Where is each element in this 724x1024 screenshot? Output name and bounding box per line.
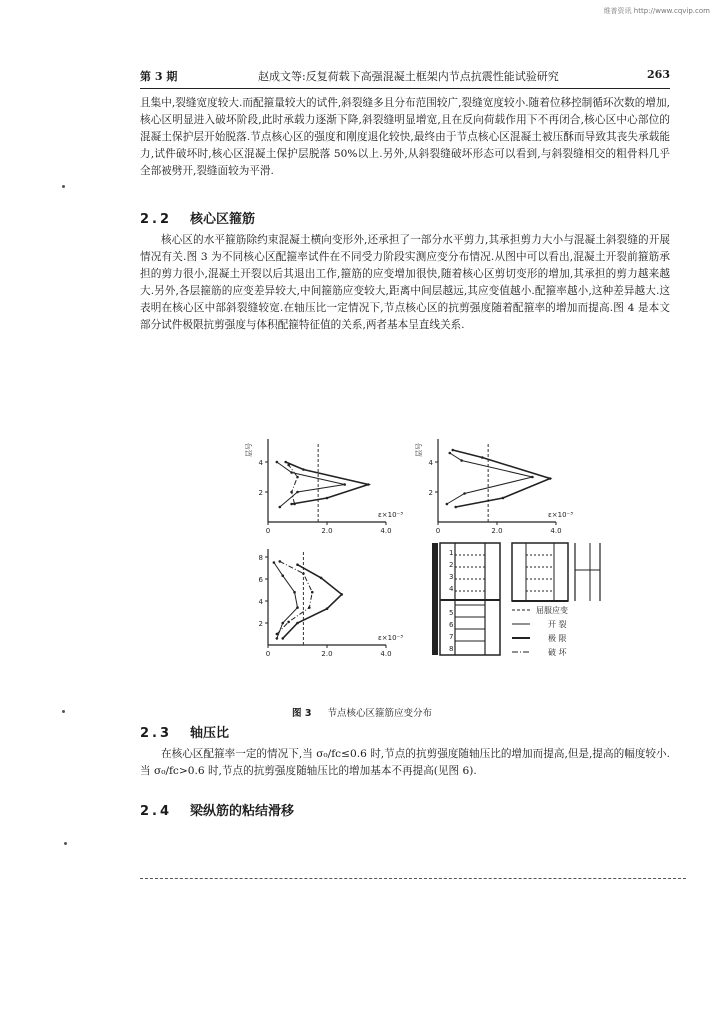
- data-point: [276, 637, 279, 640]
- y-tick-label: 4: [258, 459, 263, 467]
- data-point: [281, 622, 284, 625]
- data-point: [287, 621, 290, 624]
- running-header: [140, 68, 670, 84]
- y-tick-label: 2: [428, 489, 433, 497]
- layer-label-6: 6: [449, 621, 454, 629]
- figure-caption-text: 节点核心区箍筋应变分布: [327, 708, 432, 719]
- layer-label-4: 4: [449, 585, 454, 593]
- section-title: 梁纵筋的粘结滑移: [190, 804, 295, 819]
- section-title: 轴压比: [190, 726, 230, 741]
- joint-detail-left: [432, 543, 500, 655]
- data-point: [460, 459, 463, 462]
- layer-label-2: 2: [449, 561, 454, 569]
- data-point: [290, 503, 293, 506]
- data-point: [281, 637, 284, 640]
- data-point: [320, 577, 323, 580]
- figure-caption: [0, 705, 724, 719]
- data-point: [296, 563, 299, 566]
- scan-speck: [62, 710, 65, 713]
- figure-legend: [512, 605, 568, 657]
- joint-detail-right: [512, 543, 600, 601]
- data-point: [326, 497, 329, 500]
- data-point: [340, 593, 343, 596]
- scan-speck: [64, 842, 67, 845]
- x-tick-label: 2.0: [491, 527, 503, 535]
- y-tick-label: 2: [258, 620, 263, 628]
- data-point: [446, 503, 449, 506]
- series-ultimate: [453, 450, 550, 507]
- data-point: [279, 560, 282, 563]
- paragraph-2: 核心区的水平箍筋除约束混凝土横向变形外,还承担了一部分水平剪力,其承担剪力大小与混凝土斜裂缝的开展情况有关.图 3 为不同核心区配箍率试件在不同受力阶段实测应变分布情况.从图中可以看出,混凝土开裂前箍筋承担的剪力很小,混凝土开裂以后其退出工作,箍筋的应变增加很快,随着核心区剪切变形的增加,其承担的剪力越来越大.另外,各层箍筋的应变差异较大,中间箍筋应变较大,距离中间层越远,其应变值越小.配箍率越小,这种差异越大.这表明在核心区中部斜裂缝较宽.在轴压比一定情况下,节点核心区的抗剪强度随着配箍率的增加而提高.图 4 是本文部分试件极限抗剪强度与体积配箍特征值的关系,两者基本呈直线关系.: [140, 234, 670, 331]
- data-point: [290, 471, 293, 474]
- data-point: [449, 452, 452, 455]
- x-tick-label: 0: [435, 527, 441, 535]
- scan-speck: [62, 185, 65, 188]
- y-axis-label: 层号: [245, 443, 253, 457]
- y-tick-label: 6: [258, 576, 263, 584]
- legend-failure: 破 坏: [548, 648, 567, 657]
- data-point: [343, 483, 346, 486]
- x-tick-label: 4.0: [380, 650, 392, 658]
- data-point: [502, 497, 505, 500]
- x-unit-label: ε×10⁻³: [378, 634, 404, 642]
- legend-cracking: 开 裂: [548, 620, 567, 629]
- data-point: [276, 633, 279, 636]
- chart-c: [259, 549, 404, 658]
- y-axis-label: 层号: [415, 443, 423, 457]
- layer-label-8: 8: [449, 645, 454, 653]
- chart-axes: [244, 439, 403, 535]
- section-number: 2.4: [140, 804, 173, 819]
- data-point: [293, 591, 296, 594]
- data-point: [296, 606, 299, 609]
- section-heading-2-3: [140, 722, 229, 741]
- header-rule: [140, 88, 670, 89]
- layer-label-1: 1: [449, 549, 454, 557]
- paragraph-3: 在核心区配箍率一定的情况下,当 σ₀/fc≤0.6 时,节点的抗剪强度随轴压比的增加而提高,但是,提高的幅度较小.当 σ₀/fc>0.6 时,节点的抗剪强度随轴压比的增加基本不再提高(见图 6).: [140, 748, 670, 777]
- data-point: [296, 476, 299, 479]
- x-tick-label: 4.0: [380, 527, 392, 535]
- data-point: [296, 491, 299, 494]
- data-point: [293, 503, 296, 506]
- data-point: [311, 591, 314, 594]
- data-point: [302, 572, 305, 575]
- y-tick-label: 4: [258, 598, 263, 606]
- footer-rule: [140, 878, 686, 879]
- data-point: [273, 561, 276, 564]
- running-title: 赵成文等:反复荷载下高强混凝土框架内节点抗震性能试验研究: [258, 70, 559, 83]
- data-point: [284, 461, 287, 464]
- chart-a: [244, 439, 403, 535]
- data-point: [296, 622, 299, 625]
- section-title: 核心区箍筋: [190, 212, 256, 227]
- section-heading-2-4: [140, 800, 294, 819]
- section-number: 2.2: [140, 212, 173, 227]
- layer-label-5: 5: [449, 609, 454, 617]
- y-tick-label: 2: [258, 489, 263, 497]
- data-point: [481, 456, 484, 459]
- x-tick-label: 2.0: [321, 650, 333, 658]
- series-ultimate: [283, 565, 342, 639]
- data-point: [451, 449, 454, 452]
- x-tick-label: 4.0: [550, 527, 562, 535]
- data-point: [302, 468, 305, 471]
- page-number: 263: [647, 68, 670, 81]
- x-tick-label: 0: [265, 650, 271, 658]
- data-point: [308, 606, 311, 609]
- data-point: [454, 506, 457, 509]
- paragraph-1: 且集中,裂缝宽度较大.而配箍量较大的试件,斜裂缝多且分布范围较广,裂缝宽度较小.随着位移控制循环次数的增加,核心区明显进入破坏阶段,此时承载力逐渐下降,斜裂缝明显增宽,且在反向荷载作用下不再闭合,核心区中心部位的混凝土保护层开始脱落.节点核心区的强度和刚度退化较快,最终由于节点核心区混凝土被压酥而导致其丧失承载能力,试件破坏时,核心区混凝土保护层脱落 50%以上.另外,从斜裂缝破坏形态可以看到,与斜裂缝相交的粗骨料几乎全部被劈开,裂缝面较为平滑.: [140, 97, 670, 177]
- data-point: [279, 506, 282, 509]
- legend-yield: 屈服应变: [536, 606, 568, 615]
- y-tick-label: 4: [428, 459, 433, 467]
- layer-label-3: 3: [449, 573, 454, 581]
- figure-3: [0, 405, 724, 705]
- layer-label-7: 7: [449, 633, 454, 641]
- data-point: [290, 491, 293, 494]
- x-tick-label: 0: [265, 527, 271, 535]
- issue-number: 第 3 期: [140, 70, 178, 83]
- section-heading-2-2: [140, 208, 255, 227]
- x-unit-label: ε×10⁻³: [548, 511, 574, 519]
- section-number: 2.3: [140, 726, 173, 741]
- figure-number: 图 3: [292, 708, 312, 719]
- watermark: 维普资讯 http://www.cqvip.com: [603, 7, 710, 15]
- chart-axes: [414, 439, 573, 535]
- data-point: [531, 476, 534, 479]
- data-point: [463, 492, 466, 495]
- x-tick-label: 2.0: [321, 527, 333, 535]
- data-point: [287, 464, 290, 467]
- data-point: [549, 477, 552, 480]
- data-point: [367, 483, 370, 486]
- series-cracking: [447, 453, 533, 504]
- chart-axes: [259, 549, 404, 658]
- legend-ultimate: 极 限: [548, 634, 567, 643]
- data-point: [281, 574, 284, 577]
- x-unit-label: ε×10⁻³: [378, 511, 404, 519]
- data-point: [276, 461, 279, 464]
- chart-b: [414, 439, 573, 535]
- data-point: [326, 607, 329, 610]
- y-tick-label: 8: [258, 554, 263, 562]
